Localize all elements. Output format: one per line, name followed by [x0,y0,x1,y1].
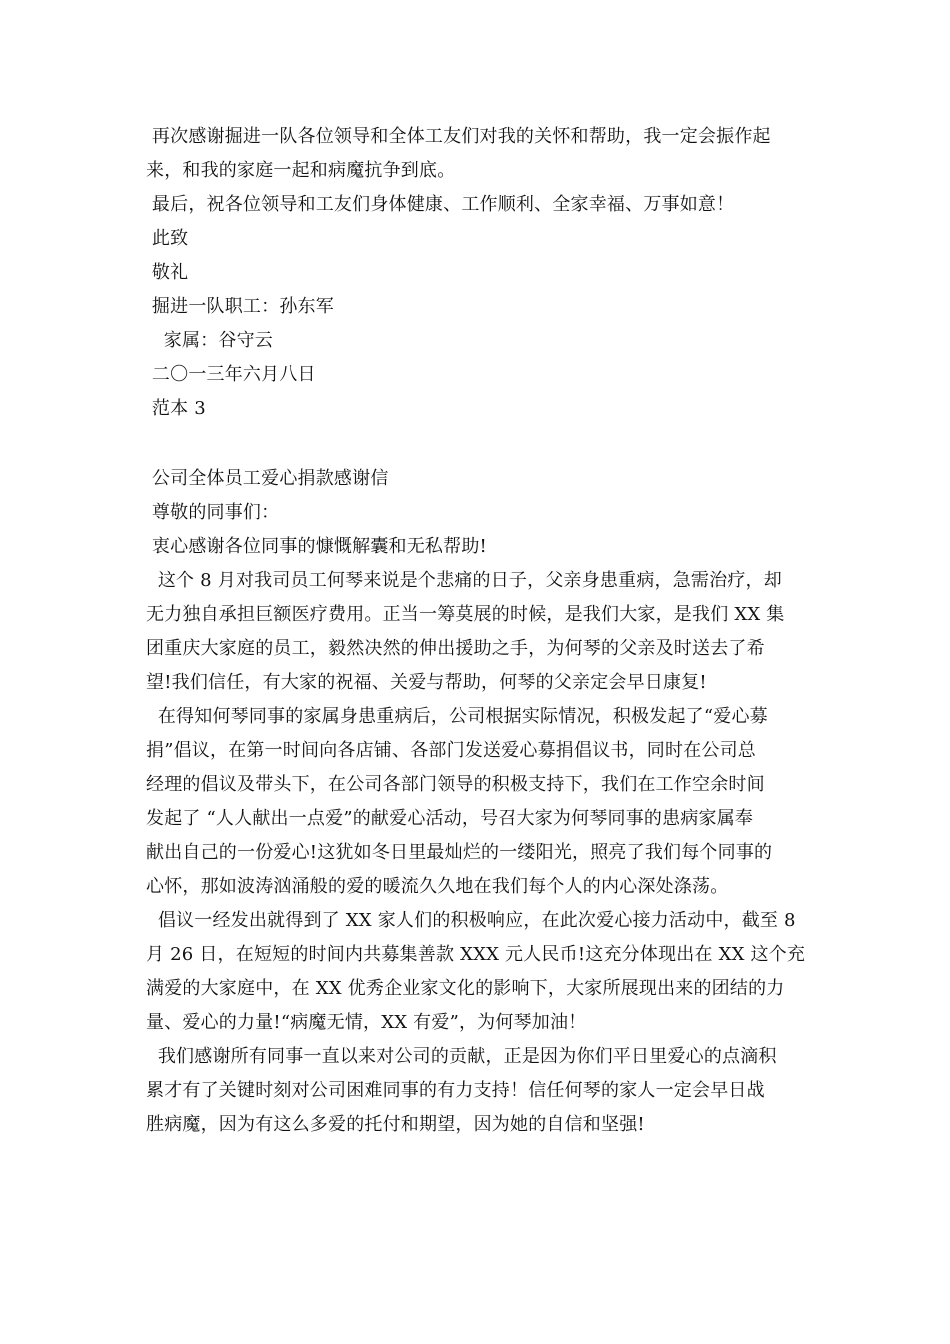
text-line: 团重庆大家庭的员工，毅然决然的伸出援助之手，为何琴的父亲及时送去了希 [146,638,765,659]
closing-line: 此致 [146,228,189,249]
date-line: 二〇一三年六月八日 [146,364,316,385]
text-line: 倡议一经发出就得到了 XX 家人们的积极响应，在此次爱心接力活动中，截至 8 [146,910,796,931]
text-line: 满爱的大家庭中，在 XX 优秀企业家文化的影响下，大家所展现出来的团结的力 [146,978,785,999]
text-line: 来，和我的家庭一起和病魔抗争到底。 [146,160,456,181]
text-line: 最后，祝各位领导和工友们身体健康、工作顺利、全家幸福、万事如意！ [146,194,735,215]
text-line: 再次感谢掘进一队各位领导和全体工友们对我的关怀和帮助，我一定会振作起 [146,126,771,147]
text-line: 量、爱心的力量!“病魔无情，XX 有爱”，为何琴加油！ [146,1012,587,1033]
blank-line [146,426,816,462]
document-page [146,120,816,1142]
text-line: 发起了 “人人献出一点爱”的献爱心活动，号召大家为何琴同事的患病家属奉 [146,808,754,829]
text-line: 这个 8 月对我司员工何琴来说是个悲痛的日子，父亲身患重病，急需治疗，却 [146,570,782,591]
text-line: 衷心感谢各位同事的慷慨解囊和无私帮助! [146,536,487,557]
text-line: 我们感谢所有同事一直以来对公司的贡献，正是因为你们平日里爱心的点滴积 [146,1046,777,1067]
text-line: 经理的倡议及带头下，在公司各部门领导的积极支持下，我们在工作空余时间 [146,774,765,795]
signature-line: 家属：谷守云 [146,330,273,351]
text-line: 捐”倡议，在第一时间向各店铺、各部门发送爱心募捐倡议书，同时在公司总 [146,740,756,761]
text-line: 在得知何琴同事的家属身患重病后，公司根据实际情况，积极发起了“爱心募 [146,706,768,727]
letter-title: 公司全体员工爱心捐款感谢信 [146,468,389,489]
text-line: 望!我们信任，有大家的祝福、关爱与帮助，何琴的父亲定会早日康复! [146,672,707,693]
signature-line: 掘进一队职工：孙东军 [146,296,334,317]
closing-line: 敬礼 [146,262,189,283]
text-line: 胜病魔，因为有这么多爱的托付和期望，因为她的自信和坚强! [146,1114,645,1135]
text-line: 月 26 日，在短短的时间内共募集善款 XXX 元人民币!这充分体现出在 XX 这个充 [146,944,806,965]
text-line: 献出自己的一份爱心!这犹如冬日里最灿烂的一缕阳光，照亮了我们每个同事的 [146,842,773,863]
section-label: 范本 3 [146,398,206,419]
salutation: 尊敬的同事们： [146,502,280,523]
text-line: 累才有了关键时刻对公司困难同事的有力支持！信任何琴的家人一定会早日战 [146,1080,765,1101]
text-line: 心怀，那如波涛汹涌般的爱的暖流久久地在我们每个人的内心深处涤荡。 [146,876,729,897]
text-line: 无力独自承担巨额医疗费用。正当一筹莫展的时候，是我们大家，是我们 XX 集 [146,604,785,625]
